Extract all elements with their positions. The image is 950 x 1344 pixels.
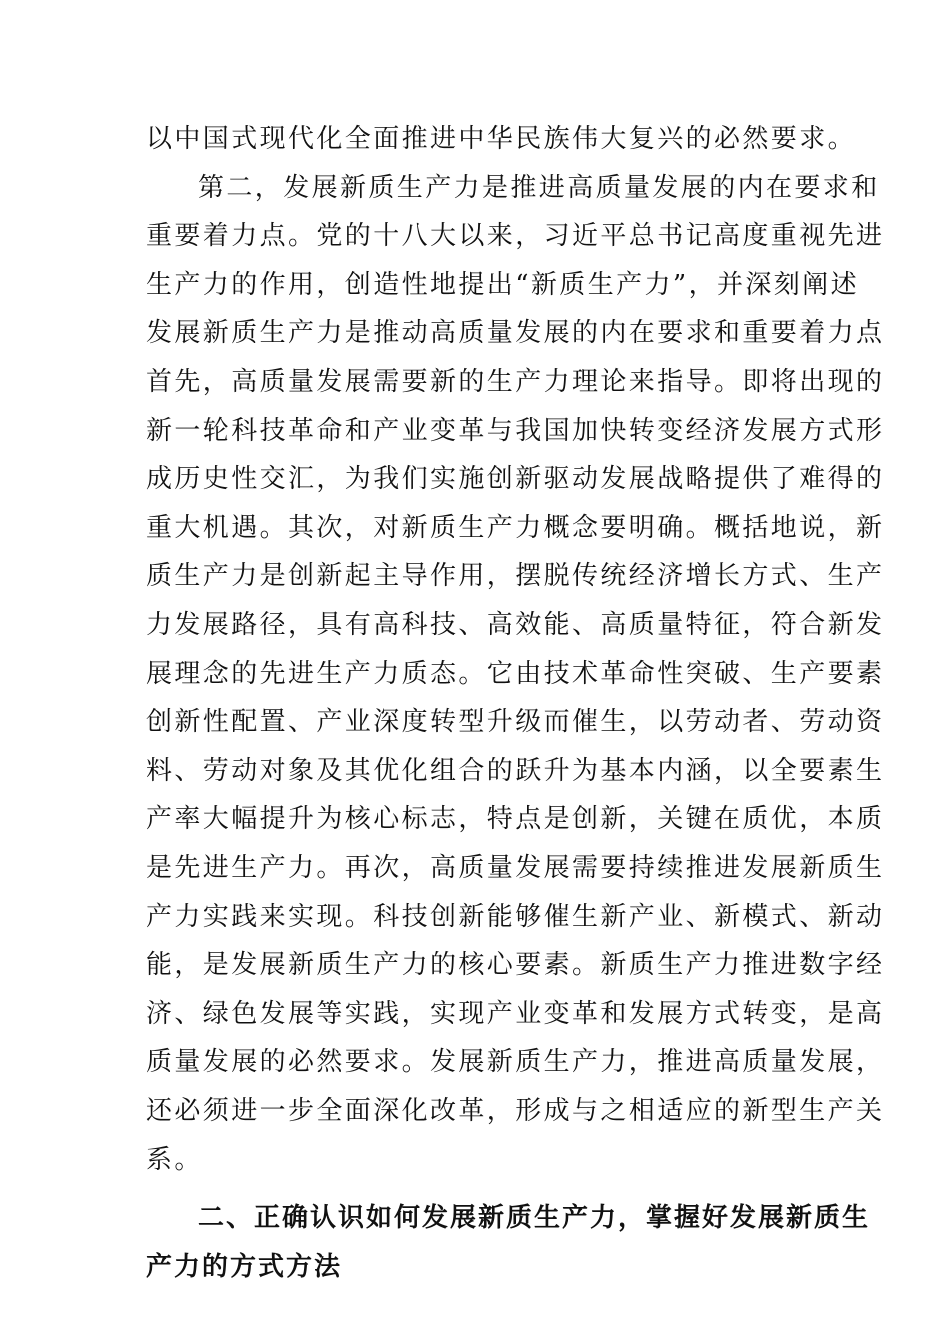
paragraph-2-line: 重要着力点。党的十八大以来，习近平总书记高度重视先进 [146, 221, 885, 252]
paragraph-2-line: 产率大幅提升为核心标志，特点是创新，关键在质优，本质 [146, 804, 885, 835]
paragraph-2-line: 是先进生产力。再次，高质量发展需要持续推进发展新质生 [146, 853, 885, 883]
paragraph-2-line: 重大机遇。其次，对新质生产力概念要明确。概括地说，新 [146, 512, 885, 543]
paragraph-2-line: 第二，发展新质生产力是推进高质量发展的内在要求和 [198, 172, 880, 203]
paragraph-2-line: 成历史性交汇，为我们实施创新驱动发展战略提供了难得的 [146, 464, 885, 495]
paragraph-1-line: 以中国式现代化全面推进中华民族伟大复兴的必然要求。 [146, 124, 857, 154]
paragraph-2-line: 发展新质生产力是推动高质量发展的内在要求和重要着力点 [146, 318, 885, 349]
paragraph-2-line: 展理念的先进生产力质态。它由技术革命性突破、生产要素 [146, 658, 885, 689]
paragraph-2-line: 首先，高质量发展需要新的生产力理论来指导。即将出现的 [146, 367, 885, 397]
paragraph-2-line: 生产力的作用，创造性地提出“新质生产力”，并深刻阐述 [146, 269, 859, 300]
paragraph-2-line: 能，是发展新质生产力的核心要素。新质生产力推进数字经 [146, 950, 885, 981]
paragraph-2-line: 力发展路径，具有高科技、高效能、高质量特征，符合新发 [146, 610, 885, 640]
paragraph-2-line: 料、劳动对象及其优化组合的跃升为基本内涵，以全要素生 [146, 755, 885, 786]
paragraph-2-line: 还必须进一步全面深化改革，形成与之相适应的新型生产关 [146, 1096, 885, 1126]
paragraph-2-line: 质量发展的必然要求。发展新质生产力，推进高质量发展， [146, 1047, 885, 1078]
paragraph-2-line: 新一轮科技革命和产业变革与我国加快转变经济发展方式形 [146, 415, 885, 446]
section-heading-line: 二、正确认识如何发展新质生产力，掌握好发展新质生 [198, 1203, 871, 1234]
paragraph-2-line: 创新性配置、产业深度转型升级而催生，以劳动者、劳动资 [146, 707, 885, 738]
paragraph-2-line: 济、绿色发展等实践，实现产业变革和发展方式转变，是高 [146, 998, 885, 1029]
paragraph-2-line: 系。 [146, 1144, 203, 1175]
paragraph-2-line: 产力实践来实现。科技创新能够催生新产业、新模式、新动 [146, 901, 885, 932]
paragraph-2-line: 质生产力是创新起主导作用，摆脱传统经济增长方式、生产 [146, 561, 885, 592]
section-heading-line: 产力的方式方法 [146, 1251, 343, 1282]
